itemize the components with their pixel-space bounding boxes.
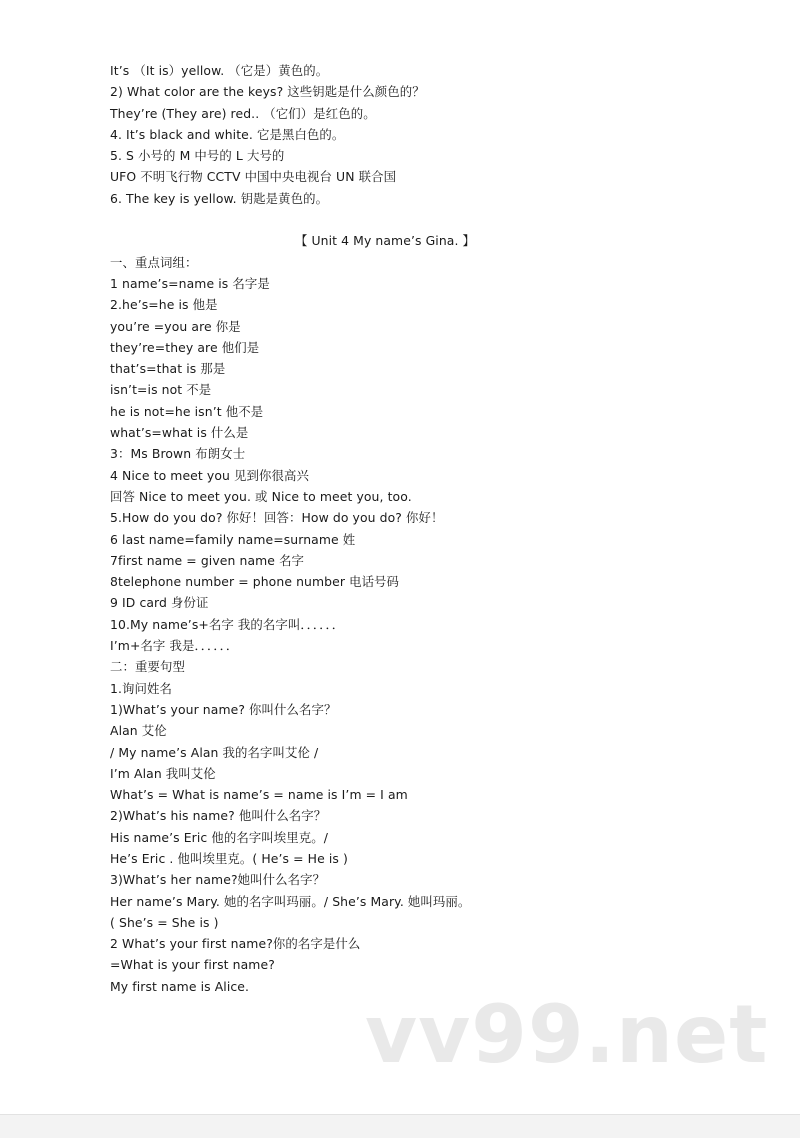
section-heading: 一、重点词组： xyxy=(110,254,198,270)
text-line: 8telephone number = phone number 电话号码 xyxy=(110,574,400,590)
text-line: UFO 不明飞行物 CCTV 中国中央电视台 UN 联合国 xyxy=(110,169,397,185)
text-line: 回答 Nice to meet you. 或 Nice to meet you, too. xyxy=(110,488,412,504)
text-line: 4. It’s black and white. 它是黑白色的。 xyxy=(110,126,345,142)
blank-line xyxy=(110,209,750,230)
text-line: He’s Eric . 他叫埃里克。( He’s = He is ) xyxy=(110,850,348,866)
text-line: 2)What’s his name? 他叫什么名字？ xyxy=(110,808,327,824)
text-line: 10.My name’s+名字 我的名字叫．．．．．． xyxy=(110,616,345,632)
text-line: 2 What’s your first name?你的名字是什么 xyxy=(110,936,361,952)
text-line: 4 Nice to meet you 见到你很高兴 xyxy=(110,467,309,483)
page-bottom-edge xyxy=(0,1114,800,1138)
text-line: My first name is Alice. xyxy=(110,978,250,994)
text-line: What’s = What is name’s = name is I’m = I am xyxy=(110,787,408,803)
text-line: 7first name = given name 名字 xyxy=(110,552,305,568)
text-line: 5. S 小号的 M 中号的 L 大号的 xyxy=(110,148,285,164)
text-line: they’re=they are 他们是 xyxy=(110,339,260,355)
text-line: that’s=that is 那是 xyxy=(110,361,226,377)
text-line: isn’t=is not 不是 xyxy=(110,382,212,398)
text-line: =What is your first name? xyxy=(110,957,275,973)
text-line: 6 last name=family name=surname 姓 xyxy=(110,531,356,547)
text-line: you’re =you are 你是 xyxy=(110,318,241,334)
text-line: 6. The key is yellow. 钥匙是黄色的。 xyxy=(110,190,329,206)
text-line: His name’s Eric 他的名字叫埃里克。/ xyxy=(110,829,329,845)
text-line: 1 name’s=name is 名字是 xyxy=(110,275,270,291)
text-line: Her name’s Mary. 她的名字叫玛丽。/ She’s Mary. 她叫玛丽。 xyxy=(110,893,471,909)
text-line: / My name’s Alan 我的名字叫艾伦 / xyxy=(110,744,319,760)
unit-heading: 【 Unit 4 My name’s Gina. 】 xyxy=(294,233,476,249)
text-line: 3：Ms Brown 布朗女士 xyxy=(110,446,246,462)
text-line: I’m Alan 我叫艾伦 xyxy=(110,765,216,781)
section-heading: 二：重要句型 xyxy=(110,659,185,675)
text-line: It’s （It is）yellow. （它是）黄色的。 xyxy=(110,63,329,78)
text-line: 5.How do you do? 你好！回答：How do you do? 你好！ xyxy=(110,510,444,526)
text-line: what’s=what is 什么是 xyxy=(110,425,249,441)
text-line: ( She’s = She is ) xyxy=(110,914,219,930)
document-body xyxy=(110,60,750,997)
text-line: They’re (They are) red.. （它们）是红色的。 xyxy=(110,105,376,121)
watermark: vv99.net xyxy=(365,988,769,1081)
text-line: I’m+名字 我是．．．．．． xyxy=(110,638,239,654)
text-line: 3)What’s her name?她叫什么名字？ xyxy=(110,872,326,888)
text-line: 2) What color are the keys? 这些钥匙是什么颜色的？ xyxy=(110,84,425,100)
text-line: 1)What’s your name? 你叫什么名字？ xyxy=(110,701,337,717)
text-line: 1.询问姓名 xyxy=(110,680,172,696)
text-line: 2.he’s=he is 他是 xyxy=(110,297,218,313)
text-line: 9 ID card 身份证 xyxy=(110,595,209,611)
text-line: he is not=he isn’t 他不是 xyxy=(110,403,264,419)
text-line: Alan 艾伦 xyxy=(110,723,167,739)
